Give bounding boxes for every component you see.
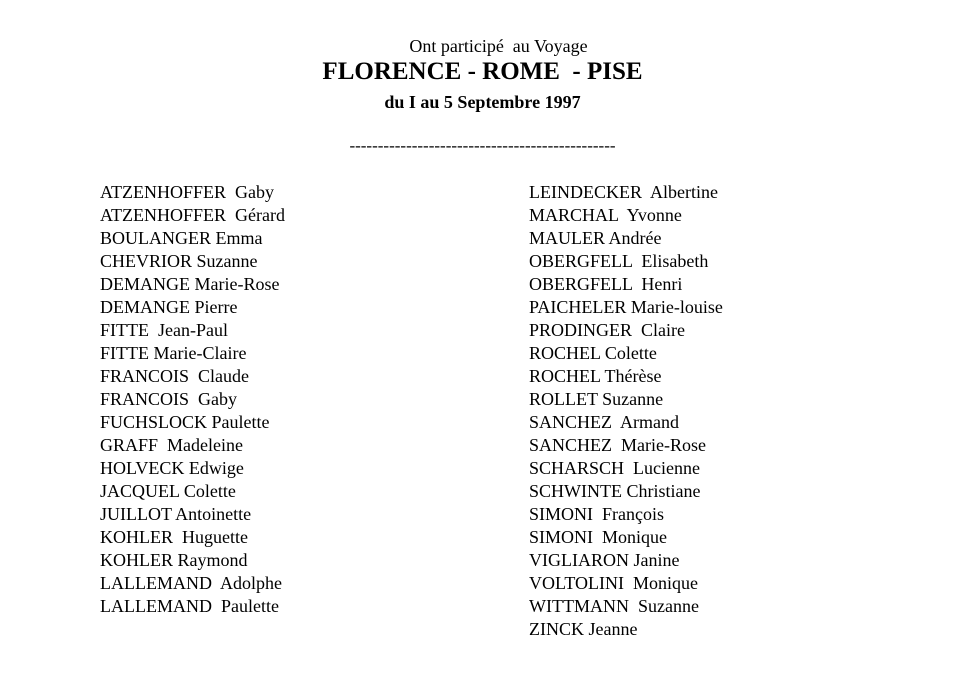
participant-name: FUCHSLOCK Paulette [100, 412, 270, 432]
participant-name: FITTE Jean-Paul [100, 320, 228, 340]
separator-line: ----------------------------------------------- [349, 136, 616, 155]
participant-name: JUILLOT Antoinette [100, 504, 252, 524]
participant-name: MAULER Andrée [529, 228, 662, 248]
participant-name: LEINDECKER Albertine [529, 182, 718, 202]
participant-name: PRODINGER Claire [529, 320, 685, 340]
participant-name: FRANCOIS Claude [100, 366, 250, 386]
participants-right-column [529, 181, 723, 641]
participant-name: WITTMANN Suzanne [529, 596, 699, 616]
participant-name: FITTE Marie-Claire [100, 343, 247, 363]
participant-name: JACQUEL Colette [100, 481, 236, 501]
intro-line: Ont participé au Voyage [409, 36, 588, 56]
participant-name: ATZENHOFFER Gaby [100, 182, 274, 202]
trip-title: FLORENCE - ROME - PISE [322, 58, 643, 85]
participant-name: DEMANGE Pierre [100, 297, 238, 317]
participant-name: OBERGFELL Henri [529, 274, 683, 294]
participant-name: SIMONI Monique [529, 527, 667, 547]
participant-name: SIMONI François [529, 504, 664, 524]
participant-name: ROCHEL Colette [529, 343, 657, 363]
participant-name: SANCHEZ Armand [529, 412, 679, 432]
participant-name: SANCHEZ Marie-Rose [529, 435, 706, 455]
participant-name: HOLVECK Edwige [100, 458, 244, 478]
participant-name: OBERGFELL Elisabeth [529, 251, 709, 271]
participant-name: MARCHAL Yvonne [529, 205, 682, 225]
participant-name: CHEVRIOR Suzanne [100, 251, 258, 271]
participant-name: GRAFF Madeleine [100, 435, 243, 455]
participant-name: SCHARSCH Lucienne [529, 458, 700, 478]
participant-name: VOLTOLINI Monique [529, 573, 698, 593]
participant-name: DEMANGE Marie-Rose [100, 274, 280, 294]
participant-name: ROLLET Suzanne [529, 389, 664, 409]
participant-name: KOHLER Raymond [100, 550, 248, 570]
participant-name: FRANCOIS Gaby [100, 389, 238, 409]
trip-dates: du I au 5 Septembre 1997 [384, 92, 581, 112]
participant-name: VIGLIARON Janine [529, 550, 680, 570]
participant-name: PAICHELER Marie-louise [529, 297, 723, 317]
participant-name: ROCHEL Thérèse [529, 366, 662, 386]
participant-name: LALLEMAND Adolphe [100, 573, 282, 593]
participant-name: LALLEMAND Paulette [100, 596, 279, 616]
participant-name: BOULANGER Emma [100, 228, 263, 248]
participants-left-column [100, 181, 285, 618]
participant-name: SCHWINTE Christiane [529, 481, 701, 501]
participant-name: ZINCK Jeanne [529, 619, 638, 639]
participant-name: KOHLER Huguette [100, 527, 248, 547]
participant-name: ATZENHOFFER Gérard [100, 205, 285, 225]
